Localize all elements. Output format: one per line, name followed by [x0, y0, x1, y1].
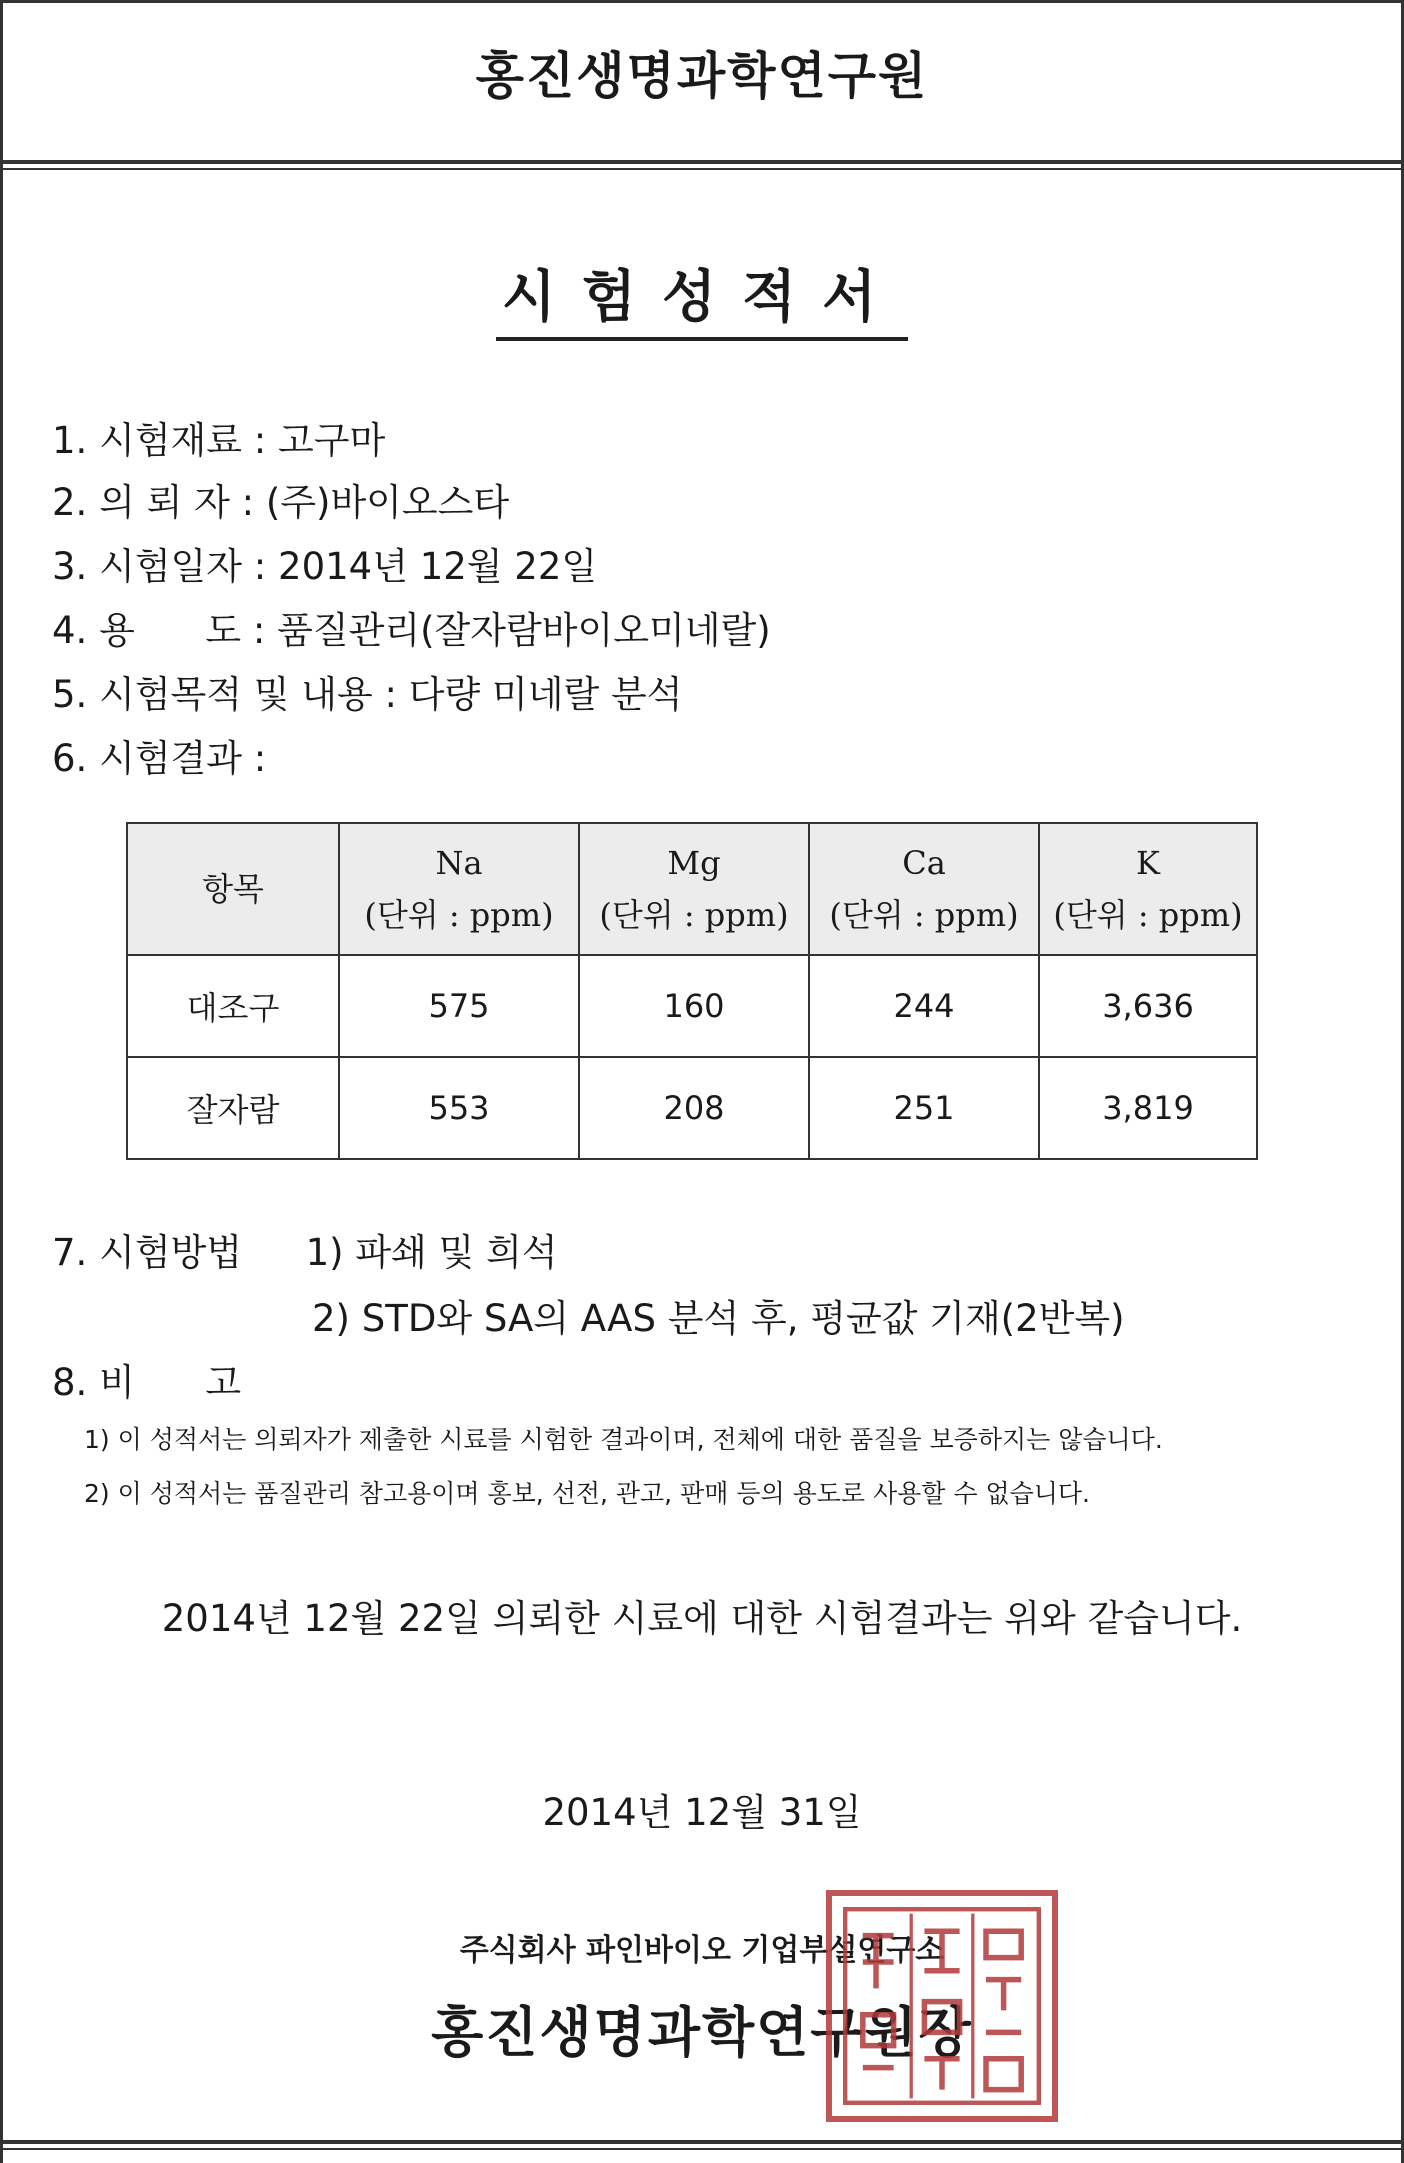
column-header-ca	[809, 823, 1039, 955]
item-3	[52, 536, 597, 590]
table-cell: 244	[809, 955, 1039, 1057]
item-value: 2014년 12월 22일	[278, 545, 598, 588]
seal-graphic	[832, 1896, 1052, 2116]
remark-note-1: 1) 이 성적서는 의뢰자가 제출한 시료를 시험한 결과이며, 전체에 대한 품질을 보증하지는 않습니다.	[84, 1425, 1163, 1454]
remarks-number: 8.	[52, 1361, 88, 1404]
item-6	[52, 728, 266, 782]
unit-label: (단위 : ppm)	[364, 896, 554, 934]
issuer-signatory: 홍진생명과학연구원장	[431, 2000, 973, 2064]
item-label: 시험일자 :	[99, 545, 267, 588]
institute-header: 홍진생명과학연구원	[475, 46, 929, 105]
header-divider	[0, 160, 1404, 164]
item-value: (주)바이오스타	[265, 481, 510, 524]
table-cell: 3,636	[1039, 955, 1257, 1057]
remarks-label: 비 고	[99, 1361, 242, 1404]
table-header-row	[127, 823, 1257, 955]
item-label: 용 도 :	[99, 609, 266, 652]
issuer-affiliation: 주식회사 파인바이오 기업부설연구소	[459, 1933, 945, 1968]
item-1	[52, 410, 385, 464]
footer-divider-thin	[0, 2148, 1404, 2150]
closing-statement: 2014년 12월 22일 의뢰한 시료에 대한 시험결과는 위와 같습니다.	[161, 1597, 1243, 1640]
table-cell: 553	[339, 1057, 579, 1159]
item-number: 4.	[52, 609, 88, 652]
table-cell: 208	[579, 1057, 809, 1159]
unit-label: (단위 : ppm)	[599, 896, 789, 934]
official-seal-icon	[826, 1890, 1058, 2122]
row-label: 대조구	[127, 955, 339, 1057]
document-title	[0, 253, 1404, 341]
item-number: 5.	[52, 673, 88, 716]
item-number: 2.	[52, 481, 88, 524]
row-label: 잘자람	[127, 1057, 339, 1159]
method-step-2: 2) STD와 SA의 AAS 분석 후, 평균값 기재(2반복)	[312, 1297, 1125, 1340]
table-row	[127, 955, 1257, 1057]
unit-label: (단위 : ppm)	[1053, 896, 1243, 934]
item-2	[52, 472, 509, 526]
element-name: Na	[435, 844, 483, 882]
item-number: 1.	[52, 419, 88, 462]
column-header-mg	[579, 823, 809, 955]
method-step: 1) 파쇄 및 희석	[305, 1231, 558, 1274]
results-table	[126, 822, 1258, 1160]
item-number: 3.	[52, 545, 88, 588]
footer-divider	[0, 2140, 1404, 2144]
unit-label: (단위 : ppm)	[829, 896, 1019, 934]
corner-header: 항목	[127, 823, 339, 955]
method-number: 7.	[52, 1231, 88, 1274]
column-header-k	[1039, 823, 1257, 955]
table-cell: 3,819	[1039, 1057, 1257, 1159]
element-name: Ca	[902, 844, 946, 882]
remarks-section	[52, 1352, 241, 1406]
element-name: K	[1136, 844, 1160, 882]
item-5	[52, 664, 683, 718]
item-number: 6.	[52, 737, 88, 780]
item-4	[52, 600, 771, 654]
top-border	[0, 0, 1404, 3]
item-value: 다량 미네랄 분석	[408, 673, 683, 716]
item-label: 시험목적 및 내용 :	[99, 673, 398, 716]
table-cell: 251	[809, 1057, 1039, 1159]
item-value: 품질관리(잘자람바이오미네랄)	[277, 609, 771, 652]
item-label: 시험재료 :	[99, 419, 267, 462]
table-cell: 575	[339, 955, 579, 1057]
item-value: 고구마	[278, 419, 386, 462]
column-header-na	[339, 823, 579, 955]
table-row	[127, 1057, 1257, 1159]
item-label: 시험결과 :	[99, 737, 267, 780]
issue-date: 2014년 12월 31일	[542, 1791, 862, 1834]
item-label: 의 뢰 자 :	[99, 481, 255, 524]
method-section	[52, 1222, 558, 1276]
header-divider-thin	[0, 168, 1404, 170]
element-name: Mg	[667, 844, 721, 882]
method-label: 시험방법	[99, 1231, 243, 1274]
remark-note-2: 2) 이 성적서는 품질관리 참고용이며 홍보, 선전, 관고, 판매 등의 용도로 사용할 수 없습니다.	[84, 1479, 1091, 1508]
table-cell: 160	[579, 955, 809, 1057]
document-title-text: 시험성적서	[496, 253, 908, 341]
